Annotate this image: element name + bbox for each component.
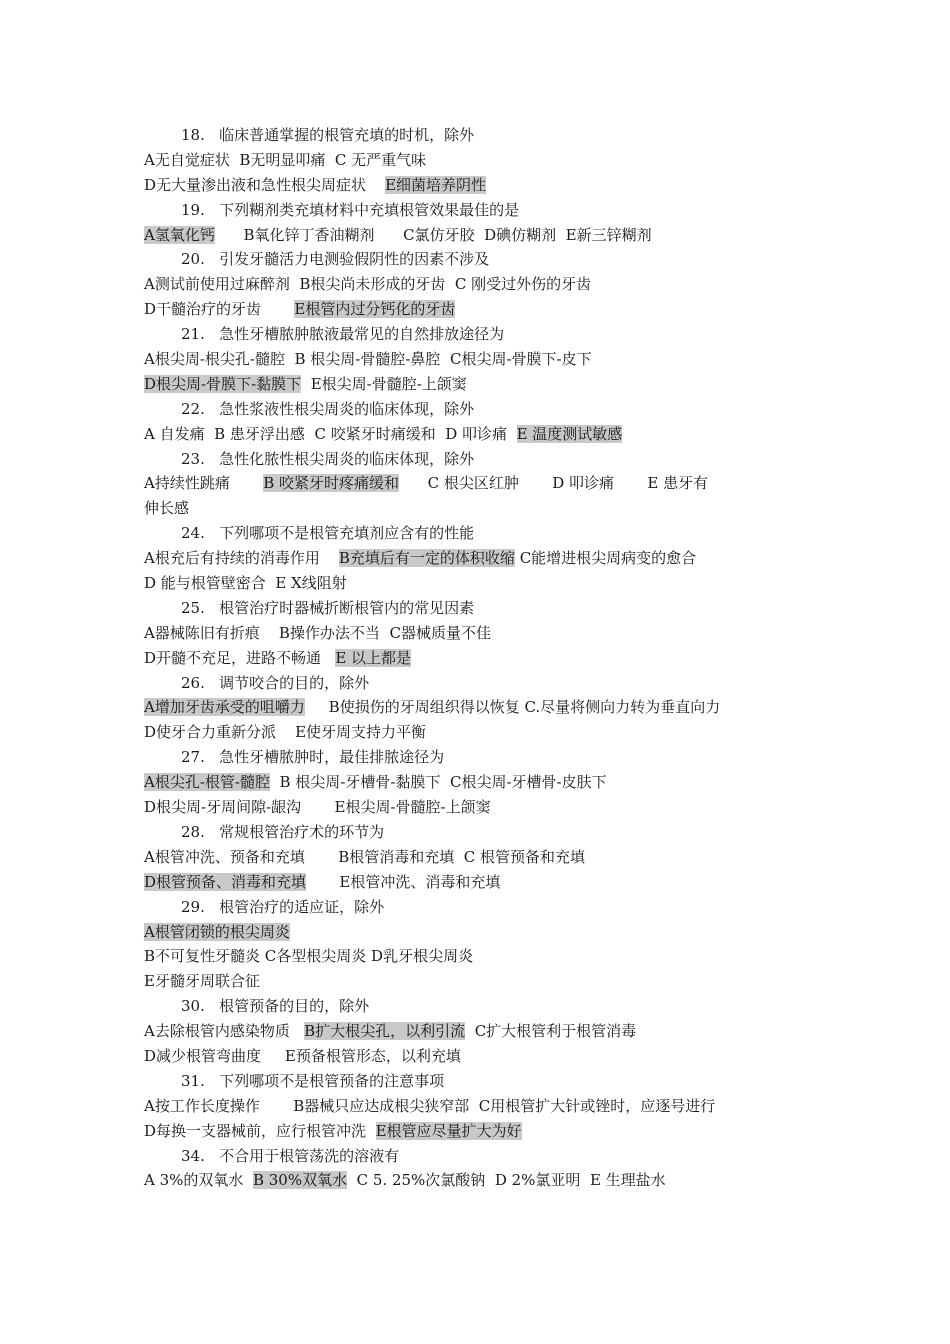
text-segment: C 根尖区红肿 D 叩诊痛 E 患牙有 xyxy=(399,474,709,493)
highlighted-answer: D根管预备、消毒和充填 xyxy=(144,872,307,891)
answer-options-line xyxy=(144,695,824,720)
text-segment: A 自发痛 B 患牙浮出感 C 咬紧牙时痛缓和 D 叩诊痛 xyxy=(144,424,517,443)
highlighted-answer: B扩大根尖孔，以利引流 xyxy=(304,1022,466,1041)
text-segment: D无大量渗出液和急性根尖周症状 xyxy=(144,175,386,194)
text-segment: B 根尖周-牙槽骨-黏膜下 C根尖周-牙槽骨-皮肤下 xyxy=(269,773,607,792)
answer-options-line xyxy=(144,272,824,297)
highlighted-answer: A根尖孔-根管-髓腔 xyxy=(144,773,270,792)
answer-options-line xyxy=(144,944,824,969)
text-segment: D干髓治疗的牙齿 xyxy=(144,300,295,319)
text-segment: E根尖周-骨髓腔-上颌窦 xyxy=(301,374,467,393)
question-stem xyxy=(144,820,824,845)
answer-options-line xyxy=(144,372,824,397)
text-segment: D开髓不充足，进路不畅通 xyxy=(144,648,336,667)
answer-options-line xyxy=(144,297,824,322)
highlighted-answer: B充填后有一定的体积收缩 xyxy=(338,549,515,568)
text-segment: C扩大根管利于根管消毒 xyxy=(465,1022,637,1041)
question-stem xyxy=(144,198,824,223)
text-segment: 30. 根管预备的目的，除外 xyxy=(181,997,370,1016)
answer-options-line xyxy=(144,969,824,994)
text-segment: 24. 下列哪项不是根管充填剂应含有的性能 xyxy=(181,524,475,543)
text-segment: 22. 急性浆液性根尖周炎的临床体现，除外 xyxy=(181,399,475,418)
answer-options-line xyxy=(144,920,824,945)
answer-options-line xyxy=(144,770,824,795)
text-segment: A去除根管内感染物质 xyxy=(144,1022,305,1041)
answer-options-line xyxy=(144,646,824,671)
text-segment: A器械陈旧有折痕 B操作办法不当 C器械质量不佳 xyxy=(144,623,491,642)
text-segment: D使牙合力重新分派 E使牙周支持力平衡 xyxy=(144,723,427,742)
text-segment: 34. 不合用于根管荡洗的溶液有 xyxy=(181,1146,400,1165)
text-segment: A按工作长度操作 B器械只应达成根尖狭窄部 C用根管扩大针或锉时，应逐号进行 xyxy=(144,1096,716,1115)
question-stem xyxy=(144,521,824,546)
text-segment: 23. 急性化脓性根尖周炎的临床体现，除外 xyxy=(181,449,475,468)
text-segment: D根尖周-牙周间隙-龈沟 E根尖周-骨髓腔-上颌窦 xyxy=(144,798,491,817)
text-segment: B氧化锌丁香油糊剂 C氯仿牙胶 D碘仿糊剂 E新三锌糊剂 xyxy=(214,225,652,244)
highlighted-answer: D根尖周-骨膜下-黏膜下 xyxy=(144,374,302,393)
question-stem xyxy=(144,745,824,770)
answer-options-line xyxy=(144,223,824,248)
highlighted-answer: E 以上都是 xyxy=(335,648,412,667)
question-stem xyxy=(144,596,824,621)
question-stem xyxy=(144,671,824,696)
question-stem xyxy=(144,397,824,422)
answer-options-line xyxy=(144,1168,824,1193)
text-segment: D减少根管弯曲度 E预备根管形态，以利充填 xyxy=(144,1046,461,1065)
highlighted-answer: B 咬紧牙时疼痛缓和 xyxy=(263,474,400,493)
text-segment: 31. 下列哪项不是根管预备的注意事项 xyxy=(181,1071,445,1090)
answer-options-line xyxy=(144,1119,824,1144)
text-segment: C 5. 25%次氯酸钠 D 2%氯亚明 E 生理盐水 xyxy=(347,1171,666,1190)
text-segment: E根管冲洗、消毒和充填 xyxy=(306,872,501,891)
answer-options-line xyxy=(144,621,824,646)
text-segment: 26. 调节咬合的目的，除外 xyxy=(181,673,370,692)
answer-options-line xyxy=(144,471,824,496)
text-segment: B使损伤的牙周组织得以恢复 C.尽量将侧向力转为垂直向力 xyxy=(304,698,721,717)
highlighted-answer: E细菌培养阴性 xyxy=(385,175,487,194)
question-stem xyxy=(144,322,824,347)
text-segment: 25. 根管治疗时器械折断根管内的常见因素 xyxy=(181,598,475,617)
highlighted-answer: A根管闭锁的根尖周炎 xyxy=(144,922,290,941)
highlighted-answer: E根管内过分钙化的牙齿 xyxy=(294,300,456,319)
text-segment: 18. 临床普通掌握的根管充填的时机，除外 xyxy=(181,126,475,144)
text-segment: A根尖周-根尖孔-髓腔 B 根尖周-骨髓腔-鼻腔 C根尖周-骨膜下-皮下 xyxy=(144,350,592,369)
text-segment: A 3%的双氧水 xyxy=(144,1171,253,1190)
answer-options-line xyxy=(144,173,824,198)
answer-options-line xyxy=(144,870,824,895)
answer-options-line xyxy=(144,546,824,571)
text-segment: B不可复性牙髓炎 C各型根尖周炎 D乳牙根尖周炎 xyxy=(144,947,474,966)
text-segment: A根管冲洗、预备和充填 B根管消毒和充填 C 根管预备和充填 xyxy=(144,847,586,866)
text-segment: A持续性跳痛 xyxy=(144,474,264,493)
answer-options-line xyxy=(144,347,824,372)
exam-document xyxy=(144,123,824,1193)
highlighted-answer: E根管应尽量扩大为好 xyxy=(375,1121,522,1140)
answer-options-line xyxy=(144,795,824,820)
text-segment: 27. 急性牙槽脓肿时，最佳排脓途径为 xyxy=(181,748,445,767)
answer-options-line xyxy=(144,496,824,521)
text-segment: 20. 引发牙髓活力电测验假阴性的因素不涉及 xyxy=(181,250,490,269)
text-segment: 19. 下列糊剂类充填材料中充填根管效果最佳的是 xyxy=(181,200,520,219)
highlighted-answer: E 温度测试敏感 xyxy=(516,424,623,443)
answer-options-line xyxy=(144,1094,824,1119)
answer-options-line xyxy=(144,422,824,447)
highlighted-answer: A氢氧化钙 xyxy=(144,225,215,244)
question-stem xyxy=(144,1144,824,1169)
text-segment: 28. 常规根管治疗术的环节为 xyxy=(181,822,385,841)
question-stem xyxy=(144,247,824,272)
answer-options-line xyxy=(144,148,824,173)
answer-options-line xyxy=(144,845,824,870)
text-segment: 伸长感 xyxy=(144,499,190,518)
question-stem xyxy=(144,895,824,920)
text-segment: E牙髓牙周联合征 xyxy=(144,972,260,991)
answer-options-line xyxy=(144,571,824,596)
text-segment: 21. 急性牙槽脓肿脓液最常见的自然排放途径为 xyxy=(181,325,505,344)
text-segment: C能增进根尖周病变的愈合 xyxy=(514,549,697,568)
text-segment: D 能与根管壁密合 E X线阻射 xyxy=(144,574,347,593)
text-segment: D每换一支器械前，应行根管冲洗 xyxy=(144,1121,376,1140)
answer-options-line xyxy=(144,720,824,745)
question-stem xyxy=(144,1069,824,1094)
answer-options-line xyxy=(144,1044,824,1069)
highlighted-answer: B 30%双氧水 xyxy=(252,1171,348,1190)
text-segment: A测试前使用过麻醉剂 B根尖尚未形成的牙齿 C 刚受过外伤的牙齿 xyxy=(144,275,592,294)
highlighted-answer: A增加牙齿承受的咀嚼力 xyxy=(144,698,305,717)
text-segment: A根充后有持续的消毒作用 xyxy=(144,549,339,568)
text-segment: A无自觉症状 B无明显叩痛 C 无严重气味 xyxy=(144,150,427,169)
question-stem xyxy=(144,994,824,1019)
question-stem xyxy=(144,123,824,148)
question-stem xyxy=(144,447,824,472)
answer-options-line xyxy=(144,1019,824,1044)
text-segment: 29. 根管治疗的适应证，除外 xyxy=(181,897,385,916)
